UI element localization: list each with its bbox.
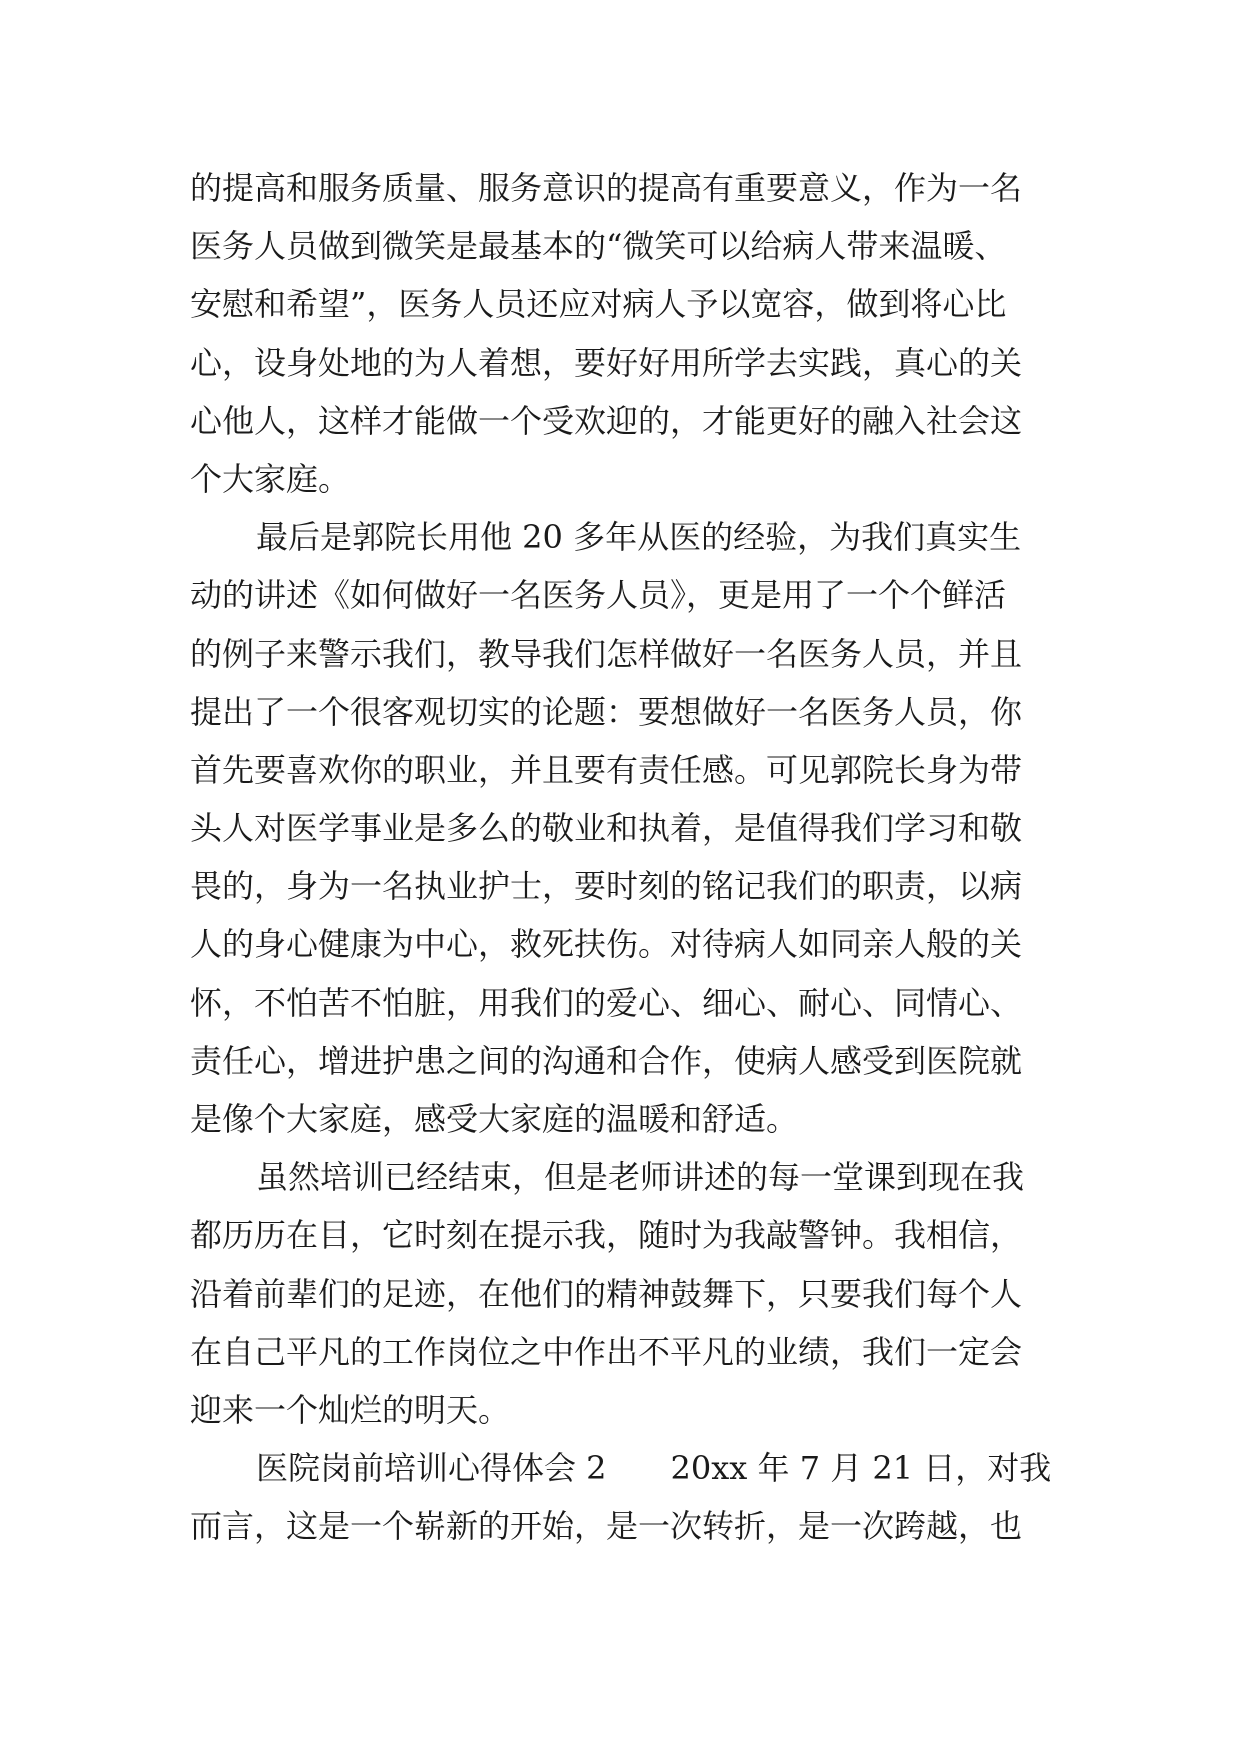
text-line: 在自己平凡的工作岗位之中作出不平凡的业绩，我们一定会 (190, 1332, 1023, 1371)
text-line: 动的讲述《如何做好一名医务人员》，更是用了一个个鲜活 (190, 576, 1007, 615)
text-line: 心，设身处地的为人着想，要好好用所学去实践，真心的关 (190, 343, 1023, 382)
text-line: 怀，不怕苦不怕脏，用我们的爱心、细心、耐心、同情心、 (190, 983, 1023, 1022)
text-line: 人的身心健康为中心，救死扶伤。对待病人如同亲人般的关 (190, 925, 1023, 964)
text-line: 都历历在目，它时刻在提示我，随时为我敲警钟。我相信， (190, 1216, 1023, 1255)
paragraph-first-line: 最后是郭院长用他 20 多年从医的经验，为我们真实生 (256, 518, 1022, 557)
text-line: 个大家庭。 (190, 459, 351, 498)
text-line: 心他人，这样才能做一个受欢迎的，才能更好的融入社会这 (190, 401, 1023, 440)
text-line: 而言，这是一个崭新的开始，是一次转折，是一次跨越，也 (190, 1507, 1023, 1546)
text-line: 医务人员做到微笑是最基本的“微笑可以给病人带来温暖、 (190, 227, 1007, 266)
text-line: 畏的，身为一名执业护士，要时刻的铭记我们的职责，以病 (190, 867, 1023, 906)
text-line: 是像个大家庭，感受大家庭的温暖和舒适。 (190, 1100, 799, 1138)
text-line: 的提高和服务质量、服务意识的提高有重要意义，作为一名 (190, 169, 1023, 207)
text-line: 头人对医学事业是多么的敬业和执着，是值得我们学习和敬 (190, 809, 1023, 848)
paragraph-first-line: 虽然培训已经结束，但是老师讲述的每一堂课到现在我 (256, 1158, 1025, 1197)
text-line: 沿着前辈们的足迹，在他们的精神鼓舞下，只要我们每个人 (190, 1274, 1023, 1313)
text-line: 责任心，增进护患之间的沟通和合作，使病人感受到医院就 (190, 1041, 1023, 1080)
text-line: 提出了一个很客观切实的论题：要想做好一名医务人员，你 (190, 692, 1023, 731)
text-line: 安慰和希望”，医务人员还应对病人予以宽容，做到将心比 (190, 285, 1007, 324)
document-body (190, 159, 1070, 1556)
text-line: 的例子来警示我们，教导我们怎样做好一名医务人员，并且 (190, 634, 1023, 673)
text-line: 迎来一个灿烂的明天。 (190, 1390, 511, 1429)
paragraph-first-line: 医院岗前培训心得体会 2 20xx 年 7 月 21 日，对我 (256, 1449, 1052, 1488)
text-line: 首先要喜欢你的职业，并且要有责任感。可见郭院长身为带 (190, 750, 1023, 789)
